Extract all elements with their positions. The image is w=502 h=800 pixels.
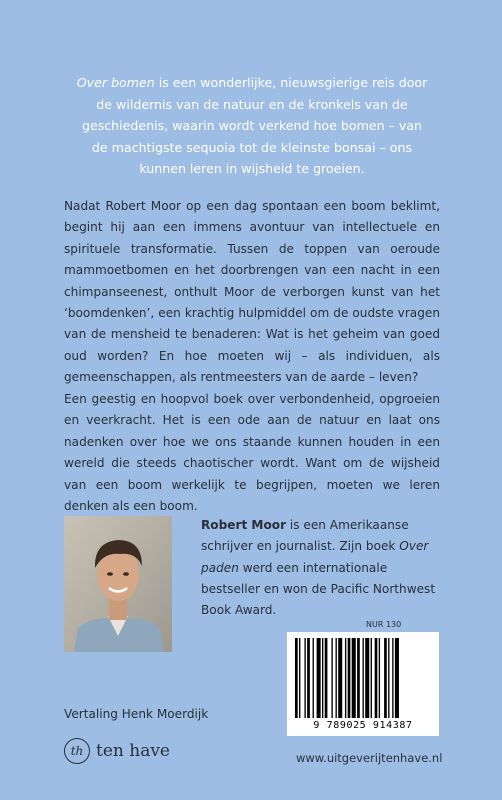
translator-credit: Vertaling Henk Moerdijk [64,707,209,721]
blurb [74,72,430,180]
description-paragraph-1: Nadat Robert Moor op een dag spontaan een boom beklimt, begint hij aan een immens avontuur van intellectuele en spirituele transformatie. Tussen de toppen van oeroude mammoetbomen en het doorbrengen van een nacht in een chimpanseenest, onthult Moor de verborgen kunst van het ‘boomdenken’, een krachtig hulpmiddel om de oudste vragen van de mensheid te benaderen: Wat is het geheim van goed oud worden? En hoe moeten wij – als individuen, als gemeenschappen, als rentmeesters van de aarde – leven? [64,199,440,385]
publisher-name: ten have [96,741,170,761]
author-name: Robert Moor [201,518,287,532]
bio-book-title: Over paden [201,539,429,575]
barcode [287,632,439,736]
publisher-website: www.uitgeverijtenhave.nl [296,751,443,765]
bio-text-2: werd een internationale bestseller en won de Pacific Northwest Book Award. [201,560,436,618]
isbn-number: 9 789025 914387 [313,720,413,731]
bio-text-1: is een Amerikaanse schrijver en journalist. Zijn boek [201,518,409,554]
barcode-bars [293,638,433,718]
author-bio [201,515,441,621]
nur-code: NUR 130 [366,620,402,629]
blurb-text: is een wonderlijke, nieuwsgierige reis door de wildernis van de natuur en de kronkels van de geschiedenis, waarin wordt verkend hoe bomen – van de machtigste sequoia tot de kleinste bonsai – ons kunnen leren in wijsheid te groeien. [81,75,428,176]
description-paragraph-2: Een geestig en hoopvol boek over verbondenheid, opgroeien en veerkracht. Het is een ode aan de natuur en laat ons nadenken over hoe we ons staande kunnen houden in een wereld die steeds chaotischer wordt. Want om de wijsheid van een boom werkelijk te begrijpen, moeten we leren denken als een boom. [64,392,440,514]
blurb-title: Over bomen [76,75,155,90]
publisher-mark: th [64,738,90,764]
author-photo [64,516,172,652]
publisher-logo [64,738,170,764]
